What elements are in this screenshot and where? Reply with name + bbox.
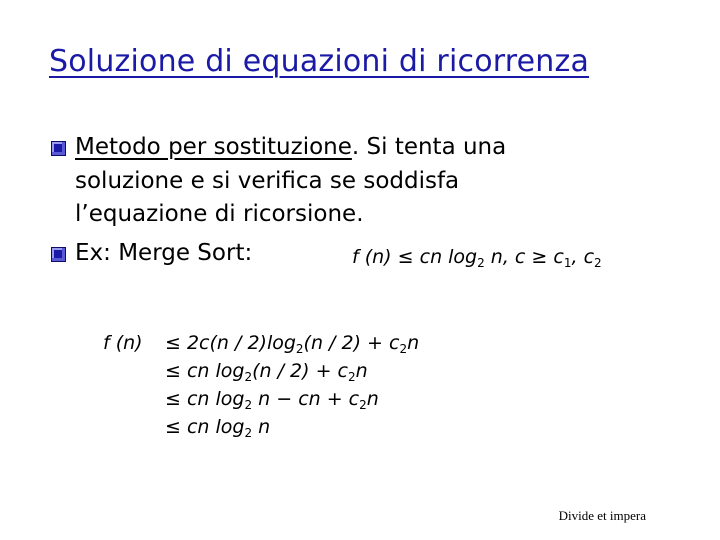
step-part-2: (n / 2) + c [252, 360, 348, 382]
step-relation: ≤ [165, 416, 181, 438]
step-part-1: cn log [186, 416, 245, 438]
bullet-method-cont2: l’equazione di ricorsione. [75, 201, 364, 227]
bullet-method-cont1: soluzione e si verifica se soddisfa [75, 168, 460, 194]
bound-rhs-b: n, c [484, 246, 526, 268]
step-sub-1: 2 [244, 398, 253, 412]
slide-footer: Divide et impera [558, 508, 646, 523]
step-sub-1: 2 [295, 342, 304, 356]
step-sub-2: 2 [399, 342, 408, 356]
bound-relation: ≤ [397, 246, 414, 268]
step-sub-2: 2 [359, 398, 367, 412]
step-part-1: 2c(n / 2)log [186, 332, 296, 354]
step-part-3: n [407, 332, 420, 354]
bound-c2-sub: 2 [594, 256, 602, 270]
derivation-step-4 [165, 418, 270, 439]
step-relation: ≤ [165, 388, 181, 410]
step-part-1: cn log [186, 388, 245, 410]
bound-c1: c [553, 246, 564, 268]
method-description: . Si tenta una [351, 134, 507, 160]
derivation-step-1 [165, 334, 419, 355]
step-part-3: n [366, 388, 379, 410]
bullet-method [75, 136, 506, 159]
step-part-2: n [252, 416, 271, 438]
bound-relation-2: ≥ [531, 246, 548, 268]
bullet-square-icon [51, 141, 66, 156]
step-relation: ≤ [165, 360, 181, 382]
step-sub-2: 2 [348, 370, 356, 384]
bound-log-base: 2 [477, 256, 485, 270]
step-part-1: cn log [186, 360, 245, 382]
bound-c1-sub: 1 [563, 256, 572, 270]
bullet-square-icon [51, 247, 66, 262]
bound-formula [352, 248, 602, 269]
step-relation: ≤ [165, 332, 181, 354]
slide-title: Soluzione di equazioni di ricorrenza [49, 44, 590, 79]
method-name: Metodo per sostituzione [75, 134, 352, 160]
step-sub-1: 2 [244, 370, 253, 384]
derivation-step-2 [165, 362, 368, 383]
bound-c2: , c [571, 246, 595, 268]
step-part-2: n − cn + c [252, 388, 360, 410]
step-sub-1: 2 [244, 426, 253, 440]
bullet-example: Ex: Merge Sort: [75, 240, 253, 266]
bound-lhs: f (n) [352, 246, 392, 268]
step-part-2: (n / 2) + c [303, 332, 400, 354]
derivation-step-3 [165, 390, 379, 411]
step-part-3: n [355, 360, 368, 382]
bound-rhs-a: cn log [419, 246, 478, 268]
derivation-lhs: f (n) [103, 332, 143, 354]
